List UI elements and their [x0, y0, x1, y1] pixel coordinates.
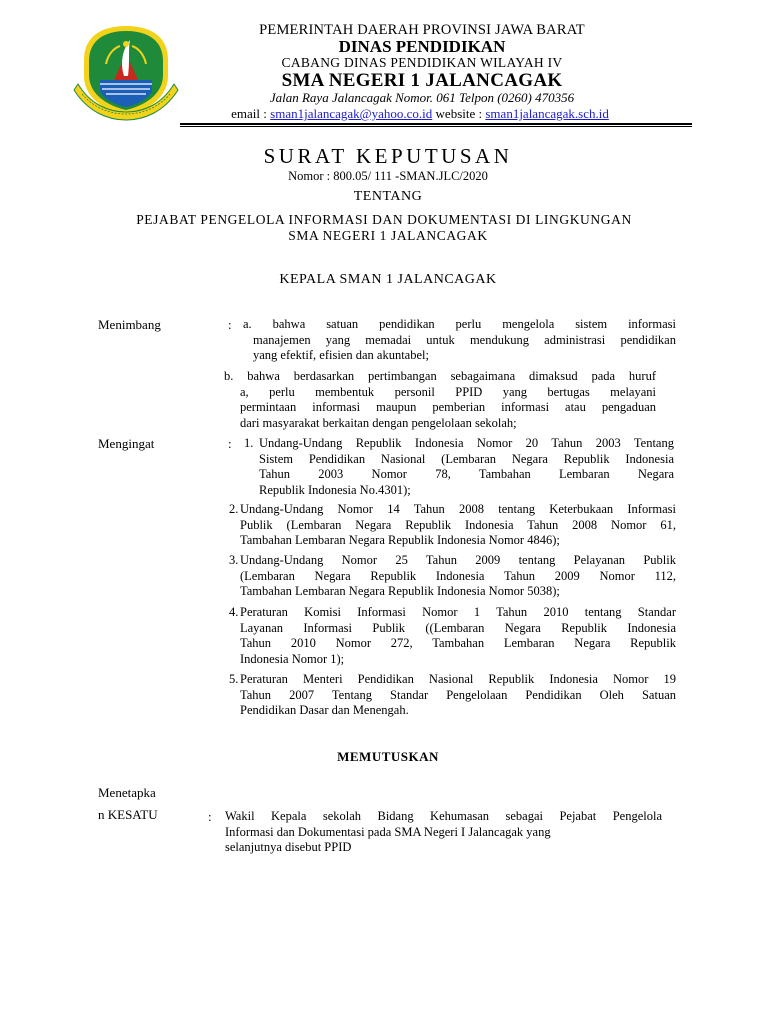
letterhead-thick-rule — [180, 123, 692, 125]
mengingat-5-line-2: Tahun 2007 Tentang Standar Pengelolaan Pendidikan Oleh Satuan — [240, 687, 676, 702]
mengingat-3-line-3: Tambahan Lembaran Negara Republik Indonesia Nomor 5038); — [240, 584, 560, 598]
document-title: SURAT KEPUTUSAN — [263, 144, 513, 168]
menetapkan-colon: : — [208, 809, 212, 824]
email-link[interactable]: sman1jalancagak@yahoo.co.id — [270, 106, 433, 121]
letterhead-branch: CABANG DINAS PENDIDIKAN WILAYAH IV — [281, 55, 563, 70]
website-link[interactable]: sman1jalancagak.sch.id — [485, 106, 609, 121]
document-number: Nomor : 800.05/ 111 -SMAN.JLC/2020 — [288, 169, 488, 183]
mengingat-1-line-2: Sistem Pendidikan Nasional (Lembaran Negara Republik Indonesia — [259, 451, 674, 466]
mengingat-1-line-4: Republik Indonesia No.4301); — [259, 482, 411, 497]
menimbang-a-line-1: a. bahwa satuan pendidikan perlu mengelola sistem informasi — [243, 317, 676, 331]
menetapkan-label-line-1: Menetapka — [98, 785, 156, 800]
menimbang-a-line-3: yang efektif, efisien dan akuntabel; — [253, 348, 429, 362]
mengingat-1-line-1: Undang-Undang Republik Indonesia Nomor 20 Tahun 2003 Tentang — [259, 436, 674, 450]
mengingat-item-2-number: 2. — [229, 502, 239, 516]
menimbang-b-line-2: a, perlu membentuk personil PPID yang bertugas melayani — [240, 384, 656, 399]
menimbang-label: Menimbang — [98, 317, 161, 332]
letterhead-address: Jalan Raya Jalancagak Nomor. 061 Telpon (0260) 470356 — [269, 90, 575, 105]
email-label: email : — [231, 106, 267, 121]
kesatu-line-1: Wakil Kepala sekolah Bidang Kehumasan sebagai Pejabat Pengelola — [225, 809, 662, 823]
mengingat-item-4 — [240, 605, 676, 667]
mengingat-4-line-2: Layanan Informasi Publik ((Lembaran Negara Republik Indonesia — [240, 620, 676, 635]
mengingat-2-line-3: Tambahan Lembaran Negara Republik Indonesia Nomor 4846); — [240, 533, 560, 547]
mengingat-item-3 — [240, 553, 676, 600]
mengingat-2-line-2: Publik (Lembaran Negara Republik Indonesia Tahun 2008 Nomor 61, — [240, 517, 676, 532]
mengingat-5-line-1: Peraturan Menteri Pendidikan Nasional Republik Indonesia Nomor 19 — [240, 672, 676, 686]
mengingat-label: Mengingat — [98, 436, 155, 451]
mengingat-1-line-3: Tahun 2003 Nomor 78, Tambahan Lembaran Negara — [259, 467, 674, 481]
kesatu-text — [225, 809, 662, 856]
mengingat-4-line-3: Tahun 2010 Nomor 272, Tambahan Lembaran Negara Republik — [240, 636, 676, 650]
mengingat-2-line-1: Undang-Undang Nomor 14 Tahun 2008 tentang Keterbukaan Informasi — [240, 502, 676, 516]
subject-line-1: PEJABAT PENGELOLA INFORMASI DAN DOKUMENTASI DI LINGKUNGAN — [136, 212, 632, 227]
mengingat-item-1 — [259, 436, 674, 498]
subject-line-2: SMA NEGERI 1 JALANCAGAK — [288, 228, 488, 243]
letterhead-contacts — [150, 106, 690, 122]
mengingat-3-line-1: Undang-Undang Nomor 25 Tahun 2009 tentang Pelayanan Publik — [240, 553, 676, 567]
kesatu-line-2: Informasi dan Dokumentasi pada SMA Negeri I Jalancagak yang — [225, 824, 551, 839]
menetapkan-label-line-2: n KESATU — [98, 807, 158, 822]
menimbang-b-line-3: permintaan informasi maupun pemberian informasi atau pengaduan — [240, 400, 656, 414]
menimbang-colon: : — [228, 317, 232, 332]
mengingat-5-line-3: Pendidikan Dasar dan Menengah. — [240, 703, 409, 717]
menimbang-point-a — [243, 317, 676, 364]
menimbang-a-line-2: manajemen yang memadai untuk mendukung administrasi pendidikan — [253, 332, 676, 347]
website-label: website : — [435, 106, 483, 121]
mengingat-4-line-1: Peraturan Komisi Informasi Nomor 1 Tahun 2010 tentang Standar — [240, 605, 676, 619]
memutuskan-heading: MEMUTUSKAN — [337, 749, 439, 764]
mengingat-4-line-4: Indonesia Nomor 1); — [240, 651, 345, 666]
letterhead-government: PEMERINTAH DAERAH PROVINSI JAWA BARAT — [259, 22, 585, 38]
mengingat-item-5-number: 5. — [229, 672, 239, 686]
menimbang-b-line-4: dari masyarakat berkaitan dengan pengelolaan sekolah; — [240, 415, 517, 430]
tentang-heading: TENTANG — [353, 189, 423, 204]
letterhead-department: DINAS PENDIDIKAN — [338, 37, 506, 56]
menimbang-b-line-1: b. bahwa berdasarkan pertimbangan sebagaimana dimaksud pada huruf — [224, 369, 656, 383]
letterhead-thin-rule — [180, 126, 692, 127]
kesatu-line-3: selanjutnya disebut PPID — [225, 840, 352, 854]
menimbang-point-b — [224, 369, 656, 431]
mengingat-colon: : — [228, 436, 232, 451]
mengingat-item-2 — [240, 502, 676, 549]
mengingat-item-3-number: 3. — [229, 553, 239, 567]
mengingat-item-1-number: 1. — [244, 436, 254, 450]
mengingat-3-line-2: (Lembaran Negara Republik Indonesia Tahun 2009 Nomor 112, — [240, 568, 676, 583]
mengingat-item-4-number: 4. — [229, 605, 239, 619]
issuer-heading: KEPALA SMAN 1 JALANCAGAK — [279, 272, 497, 287]
mengingat-item-5 — [240, 672, 676, 719]
letterhead-school-name: SMA NEGERI 1 JALANCAGAK — [281, 70, 563, 91]
